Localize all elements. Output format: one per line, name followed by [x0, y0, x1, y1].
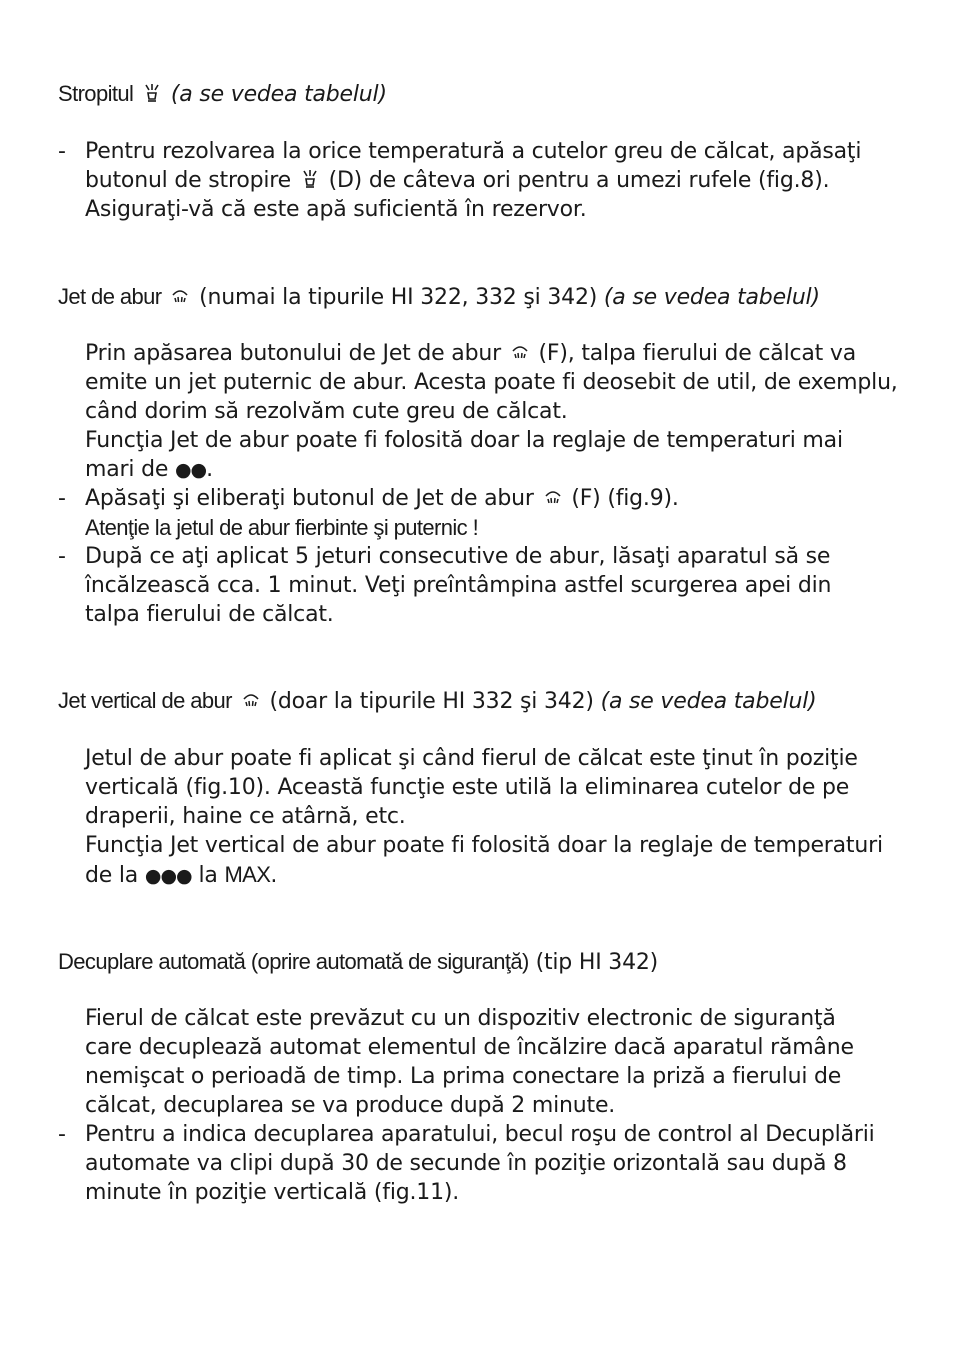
steam-jet-heading-note: (a se vedea tabelul)	[603, 285, 820, 310]
vertical-steam-text-a: de la	[85, 863, 139, 888]
auto-off-line-2: care decuplează automat elementul de încălzire dacă aparatul rămâne	[85, 1035, 854, 1060]
vertical-steam-text-c: .	[270, 863, 278, 888]
steam-jet-line-10: talpa fierului de călcat.	[85, 602, 334, 627]
steam-jet-warning: Atenţie la jetul de abur fierbinte şi puternic !	[85, 515, 479, 540]
vertical-steam-line-1: Jetul de abur poate fi aplicat şi când fierul de călcat este ţinut în poziţie	[85, 746, 858, 771]
auto-off-line-4: călcat, decuplarea se va produce după 2 minute.	[85, 1093, 616, 1118]
max-label: MAX	[224, 862, 271, 887]
steam-jet-heading: Jet de abur	[58, 284, 162, 309]
bullet-dash: -	[58, 1122, 66, 1147]
temperature-dots: ●●●	[144, 865, 192, 887]
spray-text-part-a: butonul de stropire	[85, 168, 291, 193]
steam-jet-line-9: încălzească cca. 1 minut. Veţi preîntâmpina astfel scurgerea apei din	[85, 573, 832, 598]
auto-off-heading: Decuplare automată (oprire automată de siguranţă)	[58, 949, 529, 974]
auto-off-heading-line	[58, 947, 658, 977]
steam-jet-text-d: .	[206, 457, 213, 482]
steam-jet-text-b: (F), talpa fierului de călcat va	[538, 341, 857, 366]
spray-text-line-1: Pentru rezolvarea la orice temperatură a cutelor greu de călcat, apăsaţi	[85, 139, 862, 164]
vertical-steam-text-b: la	[198, 863, 218, 888]
vertical-steam-heading-note: (a se vedea tabelul)	[600, 689, 817, 714]
steam-jet-line-3: când dorim să rezolvăm cute greu de călcat.	[85, 399, 568, 424]
vertical-steam-heading-line	[58, 686, 817, 716]
temperature-dots: ●●	[174, 459, 207, 481]
steam-jet-line-1	[85, 339, 856, 368]
spray-text-part-b: (D) de câteva ori pentru a umezi rufele (fig.8).	[328, 168, 830, 193]
steam-jet-line-2: emite un jet puternic de abur. Acesta poate fi deosebit de util, de exemplu,	[85, 370, 898, 395]
spray-text-line-3: Asiguraţi-vă că este apă suficientă în rezervor.	[85, 197, 587, 222]
bullet-dash: -	[58, 486, 66, 511]
spray-icon	[300, 169, 320, 189]
steam-jet-text-e: Apăsaţi şi eliberaţi butonul de Jet de abur	[85, 486, 534, 511]
vertical-steam-heading-extra: (doar la tipurile HI 332 şi 342)	[269, 689, 594, 714]
steam-jet-icon	[241, 690, 261, 710]
steam-jet-line-5	[85, 455, 213, 485]
steam-jet-text-f: (F) (fig.9).	[571, 486, 679, 511]
spray-text-line-2	[85, 166, 829, 195]
spray-icon	[142, 83, 162, 103]
vertical-steam-heading: Jet vertical de abur	[58, 688, 232, 713]
bullet-dash: -	[58, 544, 66, 569]
spray-heading-line	[58, 79, 387, 109]
auto-off-line-3: nemişcat o perioadă de timp. La prima conectare la priză a fierului de	[85, 1064, 842, 1089]
vertical-steam-line-4: Funcţia Jet vertical de abur poate fi folosită doar la reglaje de temperaturi	[85, 833, 883, 858]
auto-off-line-1: Fierul de călcat este prevăzut cu un dispozitiv electronic de siguranţă	[85, 1006, 836, 1031]
vertical-steam-line-3: draperii, haine ce atârnă, etc.	[85, 804, 406, 829]
steam-jet-icon	[543, 487, 563, 507]
vertical-steam-line-2: verticală (fig.10). Această funcţie este utilă la eliminarea cutelor de pe	[85, 775, 850, 800]
steam-jet-text-c: mari de	[85, 457, 169, 482]
auto-off-line-6: automate va clipi după 30 de secunde în poziţie orizontală sau după 8	[85, 1151, 847, 1176]
steam-jet-heading-line	[58, 282, 820, 312]
steam-jet-icon	[170, 286, 190, 306]
auto-off-heading-extra: (tip HI 342)	[535, 950, 659, 975]
bullet-dash: -	[58, 139, 66, 164]
auto-off-line-5: Pentru a indica decuplarea aparatului, becul roşu de control al Decuplării	[85, 1122, 875, 1147]
steam-jet-line-6	[85, 484, 679, 513]
steam-jet-line-4: Funcţia Jet de abur poate fi folosită doar la reglaje de temperaturi mai	[85, 428, 843, 453]
steam-jet-text-a: Prin apăsarea butonului de Jet de abur	[85, 341, 501, 366]
spray-heading: Stropitul	[58, 81, 134, 106]
steam-jet-icon	[510, 342, 530, 362]
steam-jet-line-8: După ce aţi aplicat 5 jeturi consecutive de abur, lăsaţi aparatul să se	[85, 544, 831, 569]
spray-heading-note: (a se vedea tabelul)	[170, 82, 387, 107]
steam-jet-heading-extra: (numai la tipurile HI 322, 332 şi 342)	[199, 285, 598, 310]
auto-off-line-7: minute în poziţie verticală (fig.11).	[85, 1180, 460, 1205]
vertical-steam-line-5	[85, 860, 277, 891]
